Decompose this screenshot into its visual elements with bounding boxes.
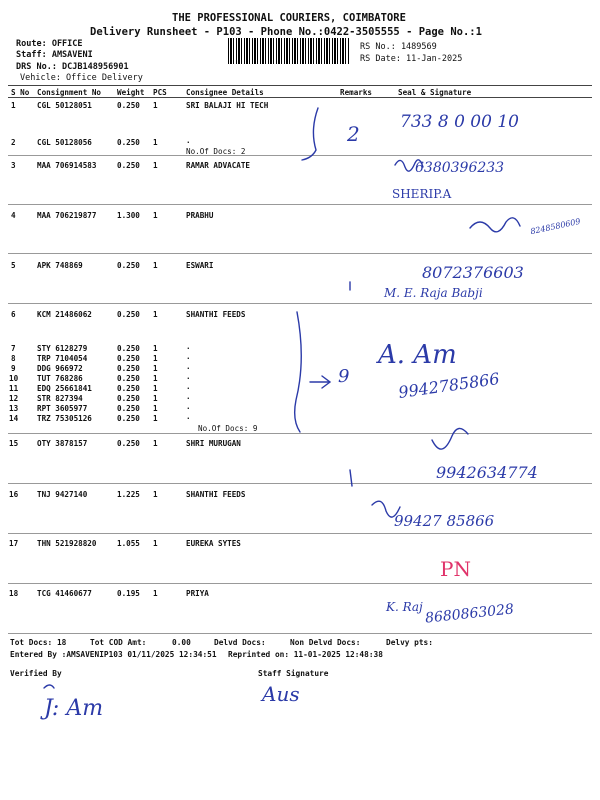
remark-handwriting: 2 (347, 122, 360, 146)
total-docs: Tot Docs: 18 (10, 638, 67, 647)
row-consignment: OTY 3878157 (37, 439, 88, 448)
row-consignment: TCG 41460677 (37, 589, 92, 598)
reprinted-on: Reprinted on: 11-01-2025 12:48:38 (228, 650, 383, 659)
row-consignee: PRABHU (186, 211, 214, 220)
rs-number: RS No.: 1489569 (360, 42, 437, 52)
row-sno: 5 (11, 261, 16, 270)
row-pcs: 1 (153, 384, 158, 393)
row-consignee: PRIYA (186, 589, 209, 598)
row-pcs: 1 (153, 539, 158, 548)
row-pcs: 1 (153, 589, 158, 598)
row-consignee: SHANTHI FEEDS (186, 490, 246, 499)
row-sno: 17 (9, 539, 19, 548)
delivered-docs: Delvd Docs: (214, 638, 266, 647)
signature-handwriting: 8248580609 (529, 216, 582, 237)
row-consignee: RAMAR ADVACATE (186, 161, 251, 170)
signature-handwriting: A. Am (378, 340, 457, 370)
row-weight: 0.250 (117, 138, 140, 147)
row-sno: 9 (11, 364, 16, 373)
signature-handwriting: 9942785866 (397, 369, 501, 402)
row-weight: 1.225 (117, 490, 140, 499)
row-consignee: . (186, 136, 191, 145)
signature-handwriting: PN (440, 557, 471, 581)
total-cod-label: Tot COD Amt: (90, 638, 147, 647)
scribble-stroke (432, 428, 468, 449)
row-pcs: 1 (153, 404, 158, 413)
row-weight: 0.250 (117, 161, 140, 170)
row-consignment: CGL 50128056 (37, 138, 92, 147)
row-weight: 0.250 (117, 404, 140, 413)
row-consignment: TNJ 9427140 (37, 490, 88, 499)
row-weight: 0.250 (117, 261, 140, 270)
vehicle-label: Vehicle: Office Delivery (20, 73, 143, 83)
scribble-stroke (44, 685, 54, 688)
docs-note: No.Of Docs: 2 (186, 147, 246, 156)
row-consignee: ESWARI (186, 261, 214, 270)
row-consignment: EDQ 25661841 (37, 384, 92, 393)
row-pcs: 1 (153, 344, 158, 353)
bracket-stroke (302, 108, 318, 160)
row-consignee: . (186, 392, 191, 401)
row-pcs: 1 (153, 354, 158, 363)
row-weight: 0.195 (117, 589, 140, 598)
col-pcs: PCS (153, 88, 167, 97)
row-pcs: 1 (153, 439, 158, 448)
bracket-stroke (295, 312, 302, 432)
signature-handwriting: K. Raj (386, 600, 423, 614)
row-consignment: CGL 50128051 (37, 101, 92, 110)
drs-number: DRS No.: DCJB148956901 (16, 62, 129, 72)
row-sno: 16 (9, 490, 19, 499)
company-title: THE PROFESSIONAL COURIERS, COIMBATORE (172, 12, 406, 24)
row-consignee: . (186, 372, 191, 381)
row-pcs: 1 (153, 414, 158, 423)
arrow-stroke (310, 376, 330, 388)
row-consignment: TRP 7104054 (37, 354, 88, 363)
row-pcs: 1 (153, 161, 158, 170)
row-pcs: 1 (153, 101, 158, 110)
signature-handwriting: SHERIP.A (392, 187, 452, 201)
row-consignee: . (186, 382, 191, 391)
row-sno: 4 (11, 211, 16, 220)
total-cod-amount: 0.00 (172, 638, 191, 647)
non-delivered-docs: Non Delvd Docs: (290, 638, 361, 647)
row-weight: 1.300 (117, 211, 140, 220)
row-consignment: THN 521928820 (37, 539, 97, 548)
row-sno: 10 (9, 374, 19, 383)
row-sno: 12 (9, 394, 19, 403)
row-consignment: APK 748869 (37, 261, 83, 270)
row-consignment: KCM 21486062 (37, 310, 92, 319)
row-sno: 7 (11, 344, 16, 353)
row-weight: 0.250 (117, 439, 140, 448)
row-consignee: SHANTHI FEEDS (186, 310, 246, 319)
verified-by-label: Verified By (10, 669, 62, 678)
remark-handwriting: 9 (338, 366, 350, 387)
row-consignment: MAA 706914583 (37, 161, 97, 170)
row-consignment: MAA 706219877 (37, 211, 97, 220)
row-consignment: RPT 3605977 (37, 404, 88, 413)
row-weight: 0.250 (117, 384, 140, 393)
delivery-points: Delvy pts: (386, 638, 433, 647)
signature-handwriting: 8680863028 (424, 601, 515, 627)
row-weight: 0.250 (117, 101, 140, 110)
row-sno: 14 (9, 414, 19, 423)
runsheet-title: Delivery Runsheet - P103 - Phone No.:0422-3505555 - Page No.:1 (90, 26, 482, 38)
signature-handwriting: M. E. Raja Babji (384, 286, 483, 300)
row-consignment: TUT 768286 (37, 374, 83, 383)
staff-signature: Aus (262, 682, 300, 706)
row-sno: 13 (9, 404, 19, 413)
row-weight: 0.250 (117, 364, 140, 373)
docs-note: No.Of Docs: 9 (198, 424, 258, 433)
signature-handwriting: 733 8 0 00 10 (400, 112, 519, 132)
row-consignee: . (186, 352, 191, 361)
entered-by: Entered By :AMSAVENIP103 01/11/2025 12:34:51 (10, 650, 217, 659)
col-consignee: Consignee Details (186, 88, 264, 97)
row-consignee: . (186, 342, 191, 351)
signature-handwriting: 99427 85866 (394, 512, 495, 530)
row-sno: 6 (11, 310, 16, 319)
rs-date: RS Date: 11-Jan-2025 (360, 54, 463, 64)
row-weight: 1.055 (117, 539, 140, 548)
row-consignment: TRZ 75305126 (37, 414, 92, 423)
row-weight: 0.250 (117, 354, 140, 363)
row-sno: 1 (11, 101, 16, 110)
row-sno: 3 (11, 161, 16, 170)
col-remarks: Remarks (340, 88, 373, 97)
row-consignment: DDG 966972 (37, 364, 83, 373)
tick-stroke (350, 470, 352, 486)
row-weight: 0.250 (117, 374, 140, 383)
col-consignment: Consignment No (37, 88, 102, 97)
signature-handwriting: 6380396233 (415, 160, 505, 176)
staff-signature-label: Staff Signature (258, 669, 329, 678)
row-pcs: 1 (153, 261, 158, 270)
row-pcs: 1 (153, 211, 158, 220)
row-weight: 0.250 (117, 344, 140, 353)
row-sno: 8 (11, 354, 16, 363)
signature-handwriting: 8072376603 (422, 263, 524, 282)
row-pcs: 1 (153, 490, 158, 499)
row-weight: 0.250 (117, 310, 140, 319)
verifier-signature: J: Am (44, 696, 104, 721)
col-sno: S No (11, 88, 30, 97)
row-sno: 11 (9, 384, 19, 393)
row-pcs: 1 (153, 310, 158, 319)
row-pcs: 1 (153, 374, 158, 383)
row-weight: 0.250 (117, 414, 140, 423)
scribble-stroke (470, 218, 520, 232)
col-seal-signature: Seal & Signature (398, 88, 472, 97)
row-weight: 0.250 (117, 394, 140, 403)
row-consignee: . (186, 362, 191, 371)
row-sno: 2 (11, 138, 16, 147)
row-consignment: STY 6128279 (37, 344, 88, 353)
row-pcs: 1 (153, 364, 158, 373)
row-pcs: 1 (153, 138, 158, 147)
col-weight: Weight (117, 88, 145, 97)
row-consignee: SRI BALAJI HI TECH (186, 101, 269, 110)
staff-label: Staff: AMSAVENI (16, 50, 93, 60)
row-sno: 15 (9, 439, 19, 448)
row-consignment: STR 827394 (37, 394, 83, 403)
row-pcs: 1 (153, 394, 158, 403)
row-consignee: . (186, 402, 191, 411)
row-sno: 18 (9, 589, 19, 598)
route-label: Route: OFFICE (16, 39, 83, 49)
row-consignee: EUREKA SYTES (186, 539, 241, 548)
row-consignee: . (186, 412, 191, 421)
row-consignee: SHRI MURUGAN (186, 439, 241, 448)
signature-handwriting: 9942634774 (436, 463, 538, 482)
